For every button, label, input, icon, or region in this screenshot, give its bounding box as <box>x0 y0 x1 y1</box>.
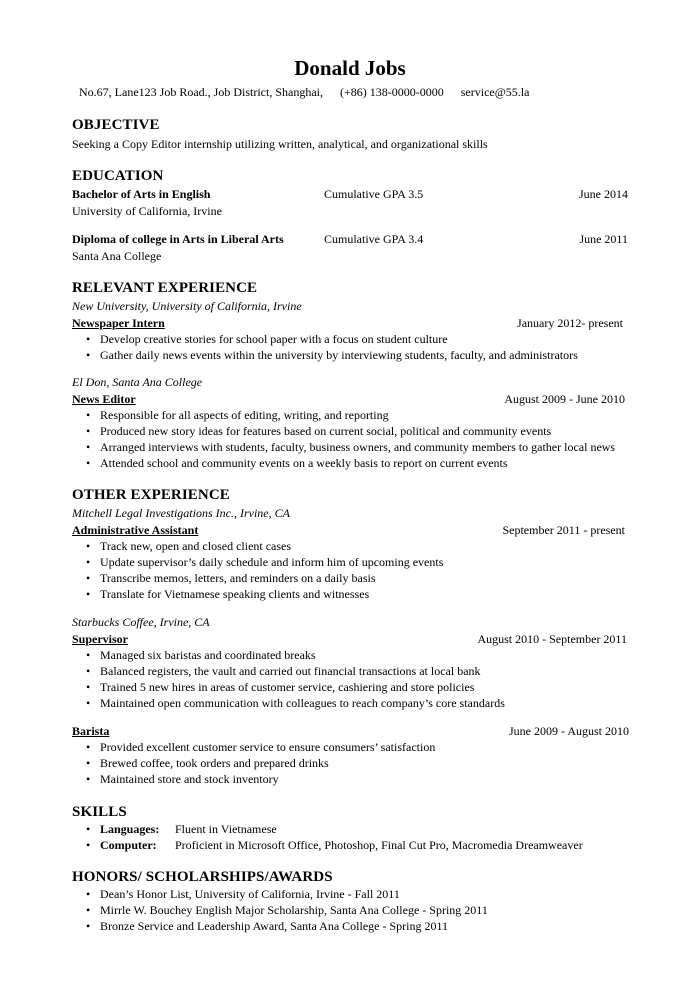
list-item <box>86 821 583 837</box>
list-item: • Arranged interviews with students, faculty, business owners, and community members to gather local news <box>86 439 615 455</box>
job-organization: Starbucks Coffee, Irvine, CA <box>72 615 210 629</box>
contact-line <box>79 85 543 100</box>
list-item: • Maintained open communication with colleagues to reach company’s core standards <box>86 695 505 711</box>
education-degree: Bachelor of Arts in English <box>72 187 211 201</box>
job-date: August 2009 - June 2010 <box>504 392 625 406</box>
job-date: June 2009 - August 2010 <box>509 724 629 738</box>
education-school: Santa Ana College <box>72 249 162 263</box>
list-item: • Managed six baristas and coordinated breaks <box>86 647 505 663</box>
job-organization: New University, University of California, Irvine <box>72 299 302 313</box>
relevant-experience-heading: RELEVANT EXPERIENCE <box>72 280 258 296</box>
job-title: Newspaper Intern <box>72 316 165 330</box>
job-organization: Mitchell Legal Investigations Inc., Irvine, CA <box>72 506 290 520</box>
list-item: • Provided excellent customer service to ensure consumers’ satisfaction <box>86 739 435 755</box>
job-title: Supervisor <box>72 632 129 646</box>
list-item: • Maintained store and stock inventory <box>86 771 435 787</box>
job-duties-list <box>86 407 615 471</box>
list-item: • Produced new story ideas for features based on current social, political and community events <box>86 423 615 439</box>
list-item: • Translate for Vietnamese speaking clients and witnesses <box>86 586 443 602</box>
job-duties-list <box>86 538 443 602</box>
list-item: • Responsible for all aspects of editing, writing, and reporting <box>86 407 615 423</box>
skill-label: Languages: <box>100 822 160 836</box>
education-gpa: Cumulative GPA 3.4 <box>324 232 424 246</box>
list-item: • Trained 5 new hires in areas of customer service, cashiering and store policies <box>86 679 505 695</box>
job-organization: El Don, Santa Ana College <box>72 375 203 389</box>
list-item: • Track new, open and closed client cases <box>86 538 443 554</box>
email: service@55.la <box>460 85 530 99</box>
job-title: Barista <box>72 724 110 738</box>
address: No.67, Lane123 Job Road., Job District, Shanghai, <box>79 85 323 99</box>
list-item: • Mirrle W. Bouchey English Major Scholarship, Santa Ana College - Spring 2011 <box>86 902 488 918</box>
honors-list <box>86 886 488 934</box>
applicant-name: Donald Jobs <box>294 56 406 80</box>
list-item: • Dean’s Honor List, University of California, Irvine - Fall 2011 <box>86 886 488 902</box>
skill-value: Proficient in Microsoft Office, Photoshop, Final Cut Pro, Macromedia Dreamweaver <box>175 838 583 852</box>
job-duties-list <box>86 739 435 787</box>
phone: (+86) 138-0000-0000 <box>339 85 444 99</box>
list-item: • Bronze Service and Leadership Award, Santa Ana College - Spring 2011 <box>86 918 488 934</box>
job-date: January 2012- present <box>517 316 623 330</box>
other-experience-heading: OTHER EXPERIENCE <box>72 487 230 503</box>
list-item: • Brewed coffee, took orders and prepared drinks <box>86 755 435 771</box>
education-school: University of California, Irvine <box>72 204 222 218</box>
skill-value: Fluent in Vietnamese <box>175 822 277 836</box>
list-item <box>86 837 583 853</box>
job-date: September 2011 - present <box>502 523 625 537</box>
objective-heading: OBJECTIVE <box>72 117 160 133</box>
education-date: June 2011 <box>579 232 628 246</box>
job-duties-list <box>86 331 578 363</box>
list-item: • Develop creative stories for school paper with a focus on student culture <box>86 331 578 347</box>
list-item: • Balanced registers, the vault and carried out financial transactions at local bank <box>86 663 505 679</box>
education-gpa: Cumulative GPA 3.5 <box>324 187 424 201</box>
job-title: News Editor <box>72 392 136 406</box>
job-duties-list <box>86 647 505 711</box>
education-heading: EDUCATION <box>72 168 164 184</box>
skills-list <box>86 821 583 853</box>
list-item: • Update supervisor’s daily schedule and inform him of upcoming events <box>86 554 443 570</box>
objective-text: Seeking a Copy Editor internship utilizing written, analytical, and organizational skills <box>72 137 488 151</box>
education-degree: Diploma of college in Arts in Liberal Arts <box>72 232 284 246</box>
list-item: • Attended school and community events on a weekly basis to report on current events <box>86 455 615 471</box>
education-date: June 2014 <box>579 187 628 201</box>
job-title: Administrative Assistant <box>72 523 199 537</box>
skills-heading: SKILLS <box>72 804 127 820</box>
honors-heading: HONORS/ SCHOLARSHIPS/AWARDS <box>72 869 333 885</box>
list-item: • Gather daily news events within the university by interviewing students, faculty, and administrators <box>86 347 578 363</box>
list-item: • Transcribe memos, letters, and reminders on a daily basis <box>86 570 443 586</box>
job-date: August 2010 - September 2011 <box>477 632 627 646</box>
skill-label: Computer: <box>100 838 157 852</box>
